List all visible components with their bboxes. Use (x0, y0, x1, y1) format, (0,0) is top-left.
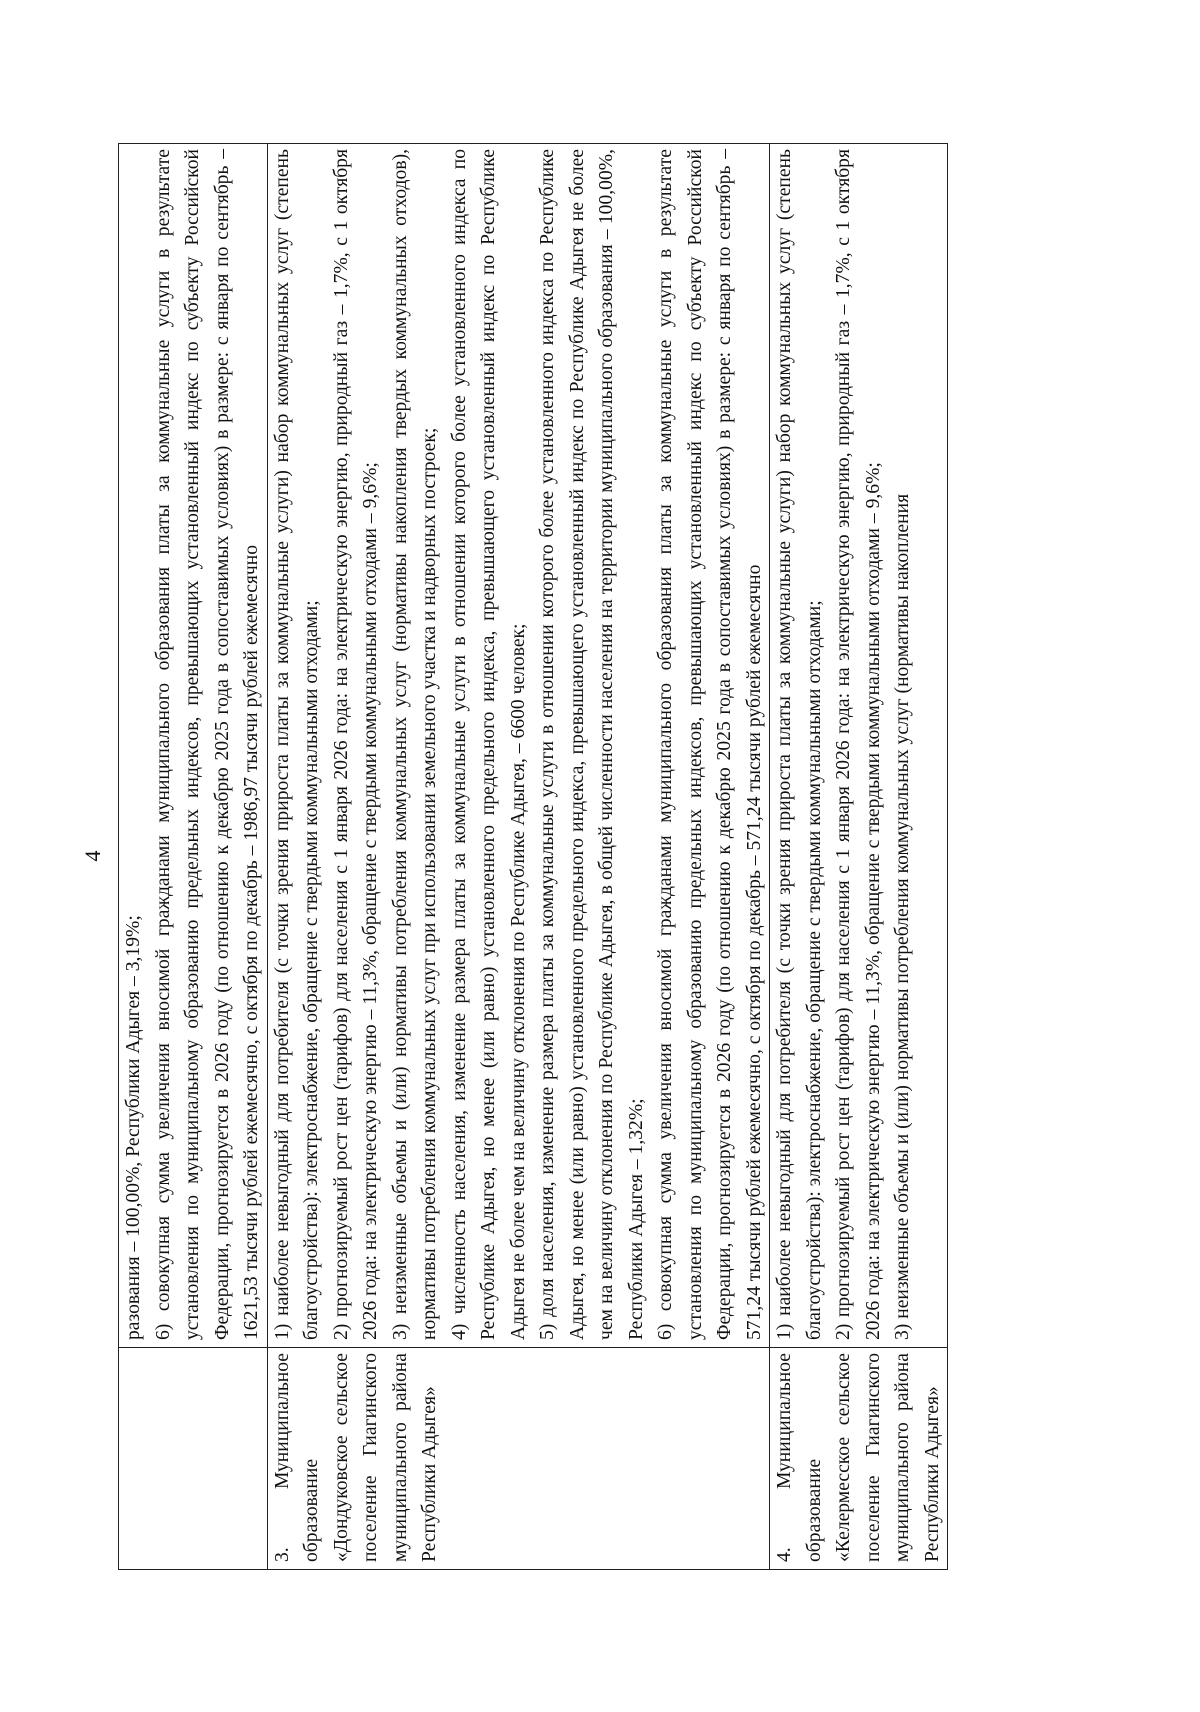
table-row (119, 144, 268, 1570)
criteria-item: 4) численность населения, изменение размера платы за коммунальные услуги в отношении которого более установленного индекса по Республике Адыгея, но менее (или равно) установленного предельного индекса, превышающего установленный индекс по Республике Адыгея не более чем на величину отклонения по Республике Адыгея, – 6600 человек; (448, 149, 529, 1340)
page-number: 4 (80, 850, 105, 862)
criteria-item: 1) наиболее невыгодный для потребителя (с точки зрения прироста платы за коммунальные услуги) набор коммунальных услуг (степень благоустройства): электроснабжение, обращение с твердыми коммунальными отходами; (774, 149, 825, 1340)
criteria-item: 3) неизменные объемы и (или) нормативы потребления коммунальных услуг (нормативы накопления твердых коммунальных отходов), нормативы потребления коммунальных услуг при использовании земельного участка и надворных построек; (389, 149, 440, 1340)
municipal-index-table (118, 143, 948, 1570)
criteria-item: 1) наиболее невыгодный для потребителя (с точки зрения прироста платы за коммунальные услуги) набор коммунальных услуг (степень благоустройства): электроснабжение, обращение с твердыми коммунальными отходами; (271, 149, 322, 1340)
criteria-item: 6) совокупная сумма увеличения вносимой гражданами муниципального образования платы за коммунальные услуги в результате установления по муниципальному образованию предельных индексов, превышающих установленный индекс по субъекту Российской Федерации, прогнозируется в 2026 году (по отношению к декабрю 2025 года в сопоставимых условиях) в размере: с января по сентябрь – 571,24 тысячи рублей ежемесячно, с октября по декабрь – 571,24 тысячи рублей ежемесячно (655, 149, 765, 1340)
criteria-cell (770, 144, 948, 1348)
table-row (770, 144, 948, 1570)
criteria-item: 2) прогнозируемый рост цен (тарифов) для населения с 1 января 2026 года: на электрическую энергию, природный газ – 1,7%, с 1 октября 2026 года: на электрическую энергию – 11,3%, обращение с твердыми коммунальными отходами – 9,6%; (330, 149, 381, 1340)
municipality-name-cell: 4. Муниципальное образование «Келермесское сельское поселение Гиагинского муниципального района Республики Адыгея» (770, 1348, 948, 1570)
criteria-cell (267, 144, 770, 1348)
municipality-name-cell: 3. Муниципальное образование «Дондуковское сельское поселение Гиагинского муниципального района Республики Адыгея» (267, 1348, 770, 1570)
criteria-item: 2) прогнозируемый рост цен (тарифов) для населения с 1 января 2026 года: на электрическую энергию, природный газ – 1,7%, с 1 октября 2026 года: на электрическую энергию – 11,3%, обращение с твердыми коммунальными отходами – 9,6%; (833, 149, 884, 1340)
table-row (267, 144, 770, 1570)
criteria-cell (119, 144, 268, 1348)
criteria-item: разования – 100,00%, Республики Адыгея – 3,19%; (123, 915, 144, 1340)
criteria-item: 6) совокупная сумма увеличения вносимой гражданами муниципального образования платы за коммунальные услуги в результате установления по муниципальному образованию предельных индексов, превышающих установленный индекс по субъекту Российской Федерации, прогнозируется в 2026 году (по отношению к декабрю 2025 года в сопоставимых условиях) в размере: с января по сентябрь – 1621,53 тысячи рублей ежемесячно, с октября по декабрь – 1986,97 тысячи рублей ежемесячно (152, 149, 262, 1340)
municipality-name-cell (119, 1348, 268, 1570)
criteria-item: 5) доля населения, изменение размера платы за коммунальные услуги в отношении которого более установленного индекса по Республике Адыгея, но менее (или равно) установленного предельного индекса, превышающего установленный индекс по Республике Адыгея не более чем на величину отклонения по Республике Адыгея, в общей численности населения на территории муниципального образования – 100,00%, Республики Адыгея – 1,32%; (537, 149, 647, 1340)
criteria-item: 3) неизменные объемы и (или) нормативы потребления коммунальных услуг (нормативы накопления (892, 493, 913, 1340)
